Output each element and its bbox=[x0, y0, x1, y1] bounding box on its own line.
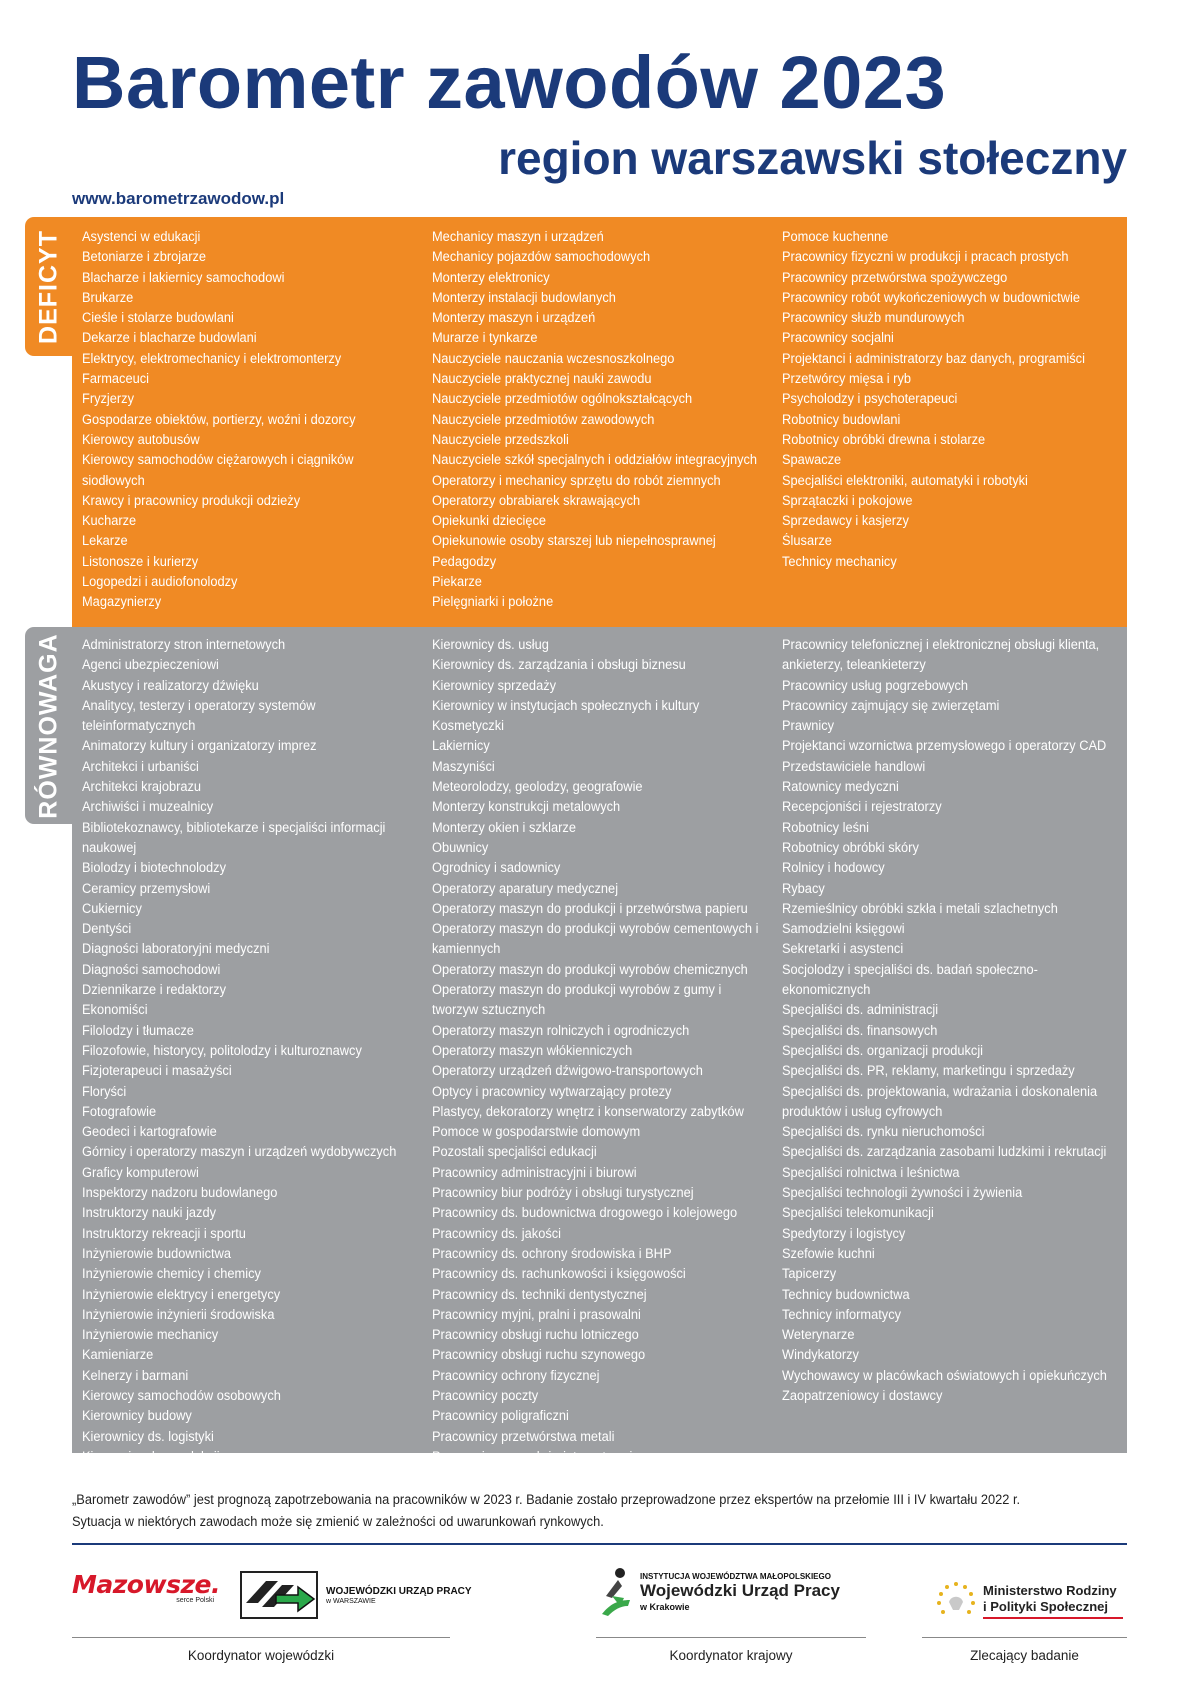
occupation-item: Pracownicy myjni, pralni i prasowalni bbox=[432, 1306, 641, 1322]
wup-krakow-city: w Krakowie bbox=[640, 1601, 690, 1612]
occupation-item: Szefowie kuchni bbox=[782, 1245, 875, 1261]
wup-warszawa-logo bbox=[240, 1568, 510, 1622]
occupation-item: Graficy komputerowi bbox=[82, 1164, 199, 1180]
occupation-item: Nauczyciele przedszkoli bbox=[432, 431, 569, 447]
rownowaga-label: RÓWNOWAGA bbox=[34, 632, 62, 819]
occupation-item: Pracownicy ds. jakości bbox=[432, 1225, 562, 1241]
occupation-item: Geodeci i kartografowie bbox=[82, 1124, 217, 1140]
occupation-item: Kierownicy ds. zarządzania i obsługi biznesu bbox=[432, 657, 686, 673]
occupation-item: Magazynierzy bbox=[82, 594, 162, 610]
occupation-item: Diagności laboratoryjni medyczni bbox=[82, 941, 270, 957]
occupation-item: Pomoce w gospodarstwie domowym bbox=[432, 1124, 641, 1140]
occupation-item: Inżynierowie chemicy i chemicy bbox=[82, 1266, 261, 1282]
occupation-item: Sprzątaczki i pokojowe bbox=[782, 492, 913, 508]
occupation-item: Technicy informatycy bbox=[782, 1306, 902, 1322]
occupation-item: Archiwiści i muzealnicy bbox=[82, 799, 214, 815]
occupation-item: Pracownicy poczty bbox=[432, 1387, 539, 1403]
occupation-item: Pedagodzy bbox=[432, 553, 497, 569]
occupation-item: Cukiernicy bbox=[82, 900, 142, 916]
rownowaga-column-2 bbox=[432, 635, 782, 1464]
occupation-item: Pracownicy ds. rachunkowości i księgowości bbox=[432, 1266, 686, 1282]
rownowaga-column-1 bbox=[82, 635, 432, 1464]
occupation-item: Socjolodzy i specjaliści ds. badań społeczno-ekonomicznych bbox=[782, 961, 1038, 998]
caption-regional: Koordynator wojewódzki bbox=[187, 1648, 335, 1663]
occupation-item: Administratorzy stron internetowych bbox=[82, 637, 286, 652]
occupation-item: Mechanicy maszyn i urządzeń bbox=[432, 229, 604, 244]
occupation-item: Prawnicy bbox=[782, 718, 835, 734]
occupation-item: Ekonomiści bbox=[82, 1002, 148, 1018]
occupation-item: Pracownicy obsługi ruchu lotniczego bbox=[432, 1327, 639, 1343]
occupation-item: Rybacy bbox=[782, 880, 825, 896]
occupation-item: Filozofowie, historycy, politolodzy i kulturoznawcy bbox=[82, 1042, 362, 1058]
occupation-item: Lakiernicy bbox=[432, 738, 490, 754]
occupation-item: Specjaliści technologii żywności i żywienia bbox=[782, 1185, 1023, 1201]
occupation-item: Rzemieślnicy obróbki szkła i metali szlachetnych bbox=[782, 900, 1058, 916]
occupation-item: Inżynierowie inżynierii środowiska bbox=[82, 1306, 275, 1322]
occupation-item: Technicy budownictwa bbox=[782, 1286, 910, 1302]
occupation-item: Bibliotekoznawcy, bibliotekarze i specjaliści informacji naukowej bbox=[82, 819, 386, 855]
occupation-item: Pomoce kuchenne bbox=[782, 229, 889, 244]
website-link[interactable]: www.barometrzawodow.pl bbox=[72, 189, 285, 208]
occupation-item: Dziennikarze i redaktorzy bbox=[82, 982, 226, 998]
occupation-item: Fizjoterapeuci i masażyści bbox=[82, 1063, 232, 1079]
occupation-item: Kierownicy budowy bbox=[82, 1408, 192, 1424]
rownowaga-section bbox=[72, 627, 1127, 1464]
caption-national: Koordynator krajowy bbox=[669, 1648, 793, 1663]
occupation-item: Technicy mechanicy bbox=[782, 553, 897, 569]
occupation-item: Opiekunki dziecięce bbox=[432, 513, 547, 529]
occupation-item: Wychowawcy w placówkach oświatowych i opiekuńczych bbox=[782, 1367, 1107, 1383]
occupation-item: Agenci ubezpieczeniowi bbox=[82, 657, 219, 673]
page-subtitle: region warszawski stołeczny bbox=[498, 132, 1127, 184]
occupation-item: Przedstawiciele handlowi bbox=[782, 758, 926, 774]
occupation-item: Nauczyciele nauczania wczesnoszkolnego bbox=[432, 350, 675, 366]
occupation-item: Dekarze i blacharze budowlani bbox=[82, 330, 257, 346]
occupation-item: Projektanci i administratorzy baz danych, programiści bbox=[782, 350, 1085, 366]
occupation-item: Nauczyciele przedmiotów ogólnokształcących bbox=[432, 391, 693, 407]
occupation-item: Krawcy i pracownicy produkcji odzieży bbox=[82, 492, 301, 508]
deficyt-column-3 bbox=[782, 227, 1127, 627]
mrps-red-bar bbox=[983, 1617, 1123, 1619]
occupation-item: Biolodzy i biotechnolodzy bbox=[82, 860, 227, 876]
occupation-item: Lekarze bbox=[82, 533, 128, 549]
deficyt-column-2 bbox=[432, 227, 782, 627]
occupation-item: Specjaliści ds. rynku nieruchomości bbox=[782, 1124, 985, 1140]
mrps-line-1: Ministerstwo Rodziny bbox=[983, 1583, 1117, 1599]
deficyt-section bbox=[72, 217, 1127, 627]
occupation-item: Operatorzy i mechanicy sprzętu do robót ziemnych bbox=[432, 472, 721, 488]
occupation-item: Instruktorzy nauki jazdy bbox=[82, 1205, 217, 1221]
occupation-item: Kucharze bbox=[82, 513, 137, 529]
occupation-item: Kamieniarze bbox=[82, 1347, 154, 1363]
occupation-item: Operatorzy maszyn rolniczych i ogrodniczych bbox=[432, 1022, 690, 1038]
occupation-item: Akustycy i realizatorzy dźwięku bbox=[82, 677, 259, 693]
wup-warszawa-city: w WARSZAWIE bbox=[326, 1597, 376, 1605]
occupation-item: Dentyści bbox=[82, 921, 132, 937]
occupation-item: Asystenci w edukacji bbox=[82, 229, 201, 244]
occupation-item: Monterzy elektronicy bbox=[432, 269, 550, 285]
occupation-item: Rolnicy i hodowcy bbox=[782, 860, 885, 876]
occupation-item: Operatorzy obrabiarek skrawających bbox=[432, 492, 641, 508]
occupation-item: Monterzy okien i szklarze bbox=[432, 819, 576, 835]
occupation-item: Ogrodnicy i sadownicy bbox=[432, 860, 561, 876]
occupation-item: Sekretarki i asystenci bbox=[782, 941, 904, 957]
mazowsze-tagline: serce Polski bbox=[176, 1597, 214, 1604]
occupation-item: Pracownicy administracyjni i biurowi bbox=[432, 1164, 637, 1180]
occupation-item: Kierowcy samochodów osobowych bbox=[82, 1387, 281, 1403]
occupation-item: Specjaliści ds. zarządzania zasobami ludzkimi i rekrutacji bbox=[782, 1144, 1107, 1160]
eagle-emblem-icon bbox=[935, 1580, 977, 1622]
occupation-item: Robotnicy leśni bbox=[782, 819, 869, 835]
occupation-item: Fotografowie bbox=[82, 1103, 157, 1119]
occupation-item: Pracownicy biur podróży i obsługi turystycznej bbox=[432, 1185, 694, 1201]
wup-krakow-name: Wojewódzki Urząd Pracy bbox=[640, 1581, 840, 1601]
occupation-item: Górnicy i operatorzy maszyn i urządzeń wydobywczych bbox=[82, 1144, 397, 1160]
occupation-item: Filolodzy i tłumacze bbox=[82, 1022, 194, 1038]
occupation-item: Blacharze i lakiernicy samochodowi bbox=[82, 269, 285, 285]
caption-line-regional bbox=[72, 1637, 450, 1638]
occupation-item: Nauczyciele przedmiotów zawodowych bbox=[432, 411, 655, 427]
occupation-item: Sprzedawcy i kasjerzy bbox=[782, 513, 909, 529]
occupation-item: Specjaliści ds. finansowych bbox=[782, 1022, 938, 1038]
occupation-item: Windykatorzy bbox=[782, 1347, 859, 1363]
occupation-item: Architekci krajobrazu bbox=[82, 779, 202, 795]
occupation-item: Ślusarze bbox=[782, 533, 832, 549]
occupation-item: Robotnicy obróbki skóry bbox=[782, 839, 919, 855]
occupation-item: Kosmetyczki bbox=[432, 718, 504, 734]
wup-warszawa-name: WOJEWÓDZKI URZĄD PRACY bbox=[326, 1585, 472, 1597]
rownowaga-column-3 bbox=[782, 635, 1127, 1453]
wup-krakow-institution: INSTYTUCJA WOJEWÓDZTWA MAŁOPOLSKIEGO bbox=[640, 1572, 831, 1582]
occupation-item: Kierowcy samochodów ciężarowych i ciągników siodłowych bbox=[82, 452, 354, 488]
caption-commissioner: Zlecający badanie bbox=[970, 1648, 1079, 1663]
occupation-item: Inżynierowie mechanicy bbox=[82, 1327, 219, 1343]
occupation-item: Kierownicy ds. logistyki bbox=[82, 1428, 214, 1444]
occupation-item: Specjaliści elektroniki, automatyki i robotyki bbox=[782, 472, 1028, 488]
runner-icon bbox=[598, 1566, 634, 1618]
occupation-item: Monterzy konstrukcji metalowych bbox=[432, 799, 621, 815]
footnote-line-1: „Barometr zawodów” jest prognozą zapotrzebowania na pracowników w 2023 r. Badanie zostało przeprowadzone przez ekspertów na przełomie III i IV kwartału 2022 r. bbox=[72, 1492, 1021, 1507]
occupation-item: Farmaceuci bbox=[82, 371, 150, 387]
occupation-item: Pracownicy służb mundurowych bbox=[782, 310, 965, 326]
footnote bbox=[72, 1489, 1127, 1533]
mazowsze-logo bbox=[72, 1570, 222, 1620]
occupation-item: Specjaliści telekomunikacji bbox=[782, 1205, 934, 1221]
occupation-item: Pracownicy usług pogrzebowych bbox=[782, 677, 969, 693]
occupation-item: Fryzjerzy bbox=[82, 391, 135, 407]
occupation-item: Inspektorzy nadzoru budowlanego bbox=[82, 1185, 278, 1201]
occupation-item: Meteorolodzy, geolodzy, geografowie bbox=[432, 779, 643, 795]
occupation-item: Kelnerzy i barmani bbox=[82, 1367, 189, 1383]
occupation-item: Recepcjoniści i rejestratorzy bbox=[782, 799, 942, 815]
occupation-item: Nauczyciele szkół specjalnych i oddziałów integracyjnych bbox=[432, 452, 758, 468]
occupation-item: Pracownicy telefonicznej i elektronicznej obsługi klienta, ankieterzy, teleankieterzy bbox=[782, 637, 1100, 673]
occupation-item: Pielęgniarki i położne bbox=[432, 594, 554, 610]
occupation-item: Operatorzy maszyn włókienniczych bbox=[432, 1042, 633, 1058]
occupation-item: Elektrycy, elektromechanicy i elektromonterzy bbox=[82, 350, 342, 366]
occupation-item: Betoniarze i zbrojarze bbox=[82, 249, 207, 265]
deficyt-label: DEFICYT bbox=[34, 229, 62, 344]
occupation-item: Ratownicy medyczni bbox=[782, 779, 899, 795]
occupation-item: Specjaliści rolnictwa i leśnictwa bbox=[782, 1164, 960, 1180]
occupation-item: Psycholodzy i psychoterapeuci bbox=[782, 391, 958, 407]
rownowaga-tab bbox=[25, 627, 72, 824]
occupation-item: Kierowcy autobusów bbox=[82, 431, 200, 447]
occupation-item: Analitycy, testerzy i operatorzy systemów teleinformatycznych bbox=[82, 697, 316, 734]
caption-line-commissioner bbox=[922, 1637, 1127, 1638]
occupation-item: Operatorzy maszyn do produkcji i przetwórstwa papieru bbox=[432, 900, 748, 916]
occupation-item: Robotnicy budowlani bbox=[782, 411, 901, 427]
occupation-item: Logopedzi i audiofonolodzy bbox=[82, 574, 238, 590]
occupation-item: Operatorzy maszyn do produkcji wyrobów chemicznych bbox=[432, 961, 748, 977]
occupation-item: Pracownicy fizyczni w produkcji i pracach prostych bbox=[782, 249, 1069, 265]
occupation-item: Cieśle i stolarze budowlani bbox=[82, 310, 234, 326]
occupation-item: Pracownicy sprzedaży internetowej bbox=[432, 1448, 633, 1464]
occupation-item: Specjaliści ds. organizacji produkcji bbox=[782, 1042, 984, 1058]
occupation-item: Robotnicy obróbki drewna i stolarze bbox=[782, 431, 986, 447]
occupation-item: Piekarze bbox=[432, 574, 482, 590]
occupation-item: Specjaliści ds. administracji bbox=[782, 1002, 939, 1018]
occupation-item: Monterzy instalacji budowlanych bbox=[432, 289, 616, 305]
occupation-item: Operatorzy urządzeń dźwigowo-transportowych bbox=[432, 1063, 703, 1079]
mazowsze-wordmark: Mazowsze. bbox=[72, 1570, 220, 1599]
deficyt-tab bbox=[25, 217, 72, 356]
occupation-item: Pracownicy ds. ochrony środowiska i BHP bbox=[432, 1245, 672, 1261]
occupation-item: Pracownicy ds. budownictwa drogowego i kolejowego bbox=[432, 1205, 738, 1221]
occupation-item: Architekci i urbaniści bbox=[82, 758, 199, 774]
occupation-item: Pracownicy socjalni bbox=[782, 330, 894, 346]
occupation-item: Mechanicy pojazdów samochodowych bbox=[432, 249, 651, 265]
occupation-item: Ceramicy przemysłowi bbox=[82, 880, 211, 896]
occupation-item: Pracownicy ochrony fizycznej bbox=[432, 1367, 600, 1383]
caption-line-national bbox=[596, 1637, 866, 1638]
occupation-item: Zaopatrzeniowcy i dostawcy bbox=[782, 1387, 943, 1403]
occupation-item: Operatorzy maszyn do produkcji wyrobów z gumy i tworzyw sztucznych bbox=[432, 982, 722, 1018]
occupation-item: Diagności samochodowi bbox=[82, 961, 221, 977]
occupation-item: Maszyniści bbox=[432, 758, 495, 774]
occupation-item: Pracownicy robót wykończeniowych w budownictwie bbox=[782, 289, 1080, 305]
occupation-item: Specjaliści ds. projektowania, wdrażania i doskonalenia produktów i usług cyfrowych bbox=[782, 1083, 1098, 1119]
occupation-item: Kierownicy ds. usług bbox=[432, 637, 549, 652]
occupation-item: Spawacze bbox=[782, 452, 842, 468]
occupation-item: Monterzy maszyn i urządzeń bbox=[432, 310, 596, 326]
occupation-item: Pracownicy obsługi ruchu szynowego bbox=[432, 1347, 646, 1363]
occupation-item: Plastycy, dekoratorzy wnętrz i konserwatorzy zabytków bbox=[432, 1103, 744, 1119]
page-title: Barometr zawodów 2023 bbox=[72, 41, 947, 124]
occupation-item: Kierownicy ds. produkcji bbox=[82, 1448, 220, 1464]
deficyt-column-1 bbox=[82, 227, 432, 627]
occupation-item: Inżynierowie budownictwa bbox=[82, 1245, 232, 1261]
occupation-item: Gospodarze obiektów, portierzy, woźni i dozorcy bbox=[82, 411, 356, 427]
divider bbox=[72, 1543, 1127, 1545]
occupation-item: Murarze i tynkarze bbox=[432, 330, 538, 346]
footnote-line-2: Sytuacja w niektórych zawodach może się zmienić w zależności od uwarunkowań rynkowych. bbox=[72, 1514, 604, 1529]
occupation-item: Pracownicy przetwórstwa metali bbox=[432, 1428, 615, 1444]
occupation-item: Pracownicy zajmujący się zwierzętami bbox=[782, 697, 1000, 713]
occupation-item: Specjaliści ds. PR, reklamy, marketingu i sprzedaży bbox=[782, 1063, 1075, 1079]
occupation-item: Inżynierowie elektrycy i energetycy bbox=[82, 1286, 281, 1302]
occupation-item: Instruktorzy rekreacji i sportu bbox=[82, 1225, 246, 1241]
occupation-item: Optycy i pracownicy wytwarzający protezy bbox=[432, 1083, 672, 1099]
occupation-item: Kierownicy w instytucjach społecznych i kultury bbox=[432, 697, 700, 713]
occupation-item: Operatorzy maszyn do produkcji wyrobów cementowych i kamiennych bbox=[432, 921, 759, 957]
occupation-item: Opiekunowie osoby starszej lub niepełnosprawnej bbox=[432, 533, 716, 549]
occupation-item: Floryści bbox=[82, 1083, 127, 1099]
occupation-item: Pozostali specjaliści edukacji bbox=[432, 1144, 597, 1160]
occupation-item: Samodzielni księgowi bbox=[782, 921, 905, 937]
occupation-item: Pracownicy przetwórstwa spożywczego bbox=[782, 269, 1008, 285]
occupation-item: Przetwórcy mięsa i ryb bbox=[782, 371, 911, 387]
occupation-item: Projektanci wzornictwa przemysłowego i operatorzy CAD bbox=[782, 738, 1107, 754]
occupation-item: Tapicerzy bbox=[782, 1266, 837, 1282]
mrps-line-2: i Polityki Społecznej bbox=[983, 1599, 1108, 1614]
occupation-item: Operatorzy aparatury medycznej bbox=[432, 880, 619, 896]
occupation-item: Kierownicy sprzedaży bbox=[432, 677, 557, 693]
wup-krakow-logo bbox=[598, 1562, 858, 1622]
occupation-item: Weterynarze bbox=[782, 1327, 855, 1343]
occupation-item: Pracownicy poligraficzni bbox=[432, 1408, 569, 1424]
mrps-logo bbox=[935, 1576, 1135, 1626]
occupation-item: Obuwnicy bbox=[432, 839, 489, 855]
occupation-item: Pracownicy ds. techniki dentystycznej bbox=[432, 1286, 647, 1302]
occupation-item: Listonosze i kurierzy bbox=[82, 553, 199, 569]
occupation-item: Nauczyciele praktycznej nauki zawodu bbox=[432, 371, 652, 387]
wup-arrow-icon bbox=[240, 1571, 318, 1619]
occupation-item: Animatorzy kultury i organizatorzy imprez bbox=[82, 738, 317, 754]
occupation-item: Spedytorzy i logistycy bbox=[782, 1225, 906, 1241]
occupation-item: Brukarze bbox=[82, 289, 134, 305]
